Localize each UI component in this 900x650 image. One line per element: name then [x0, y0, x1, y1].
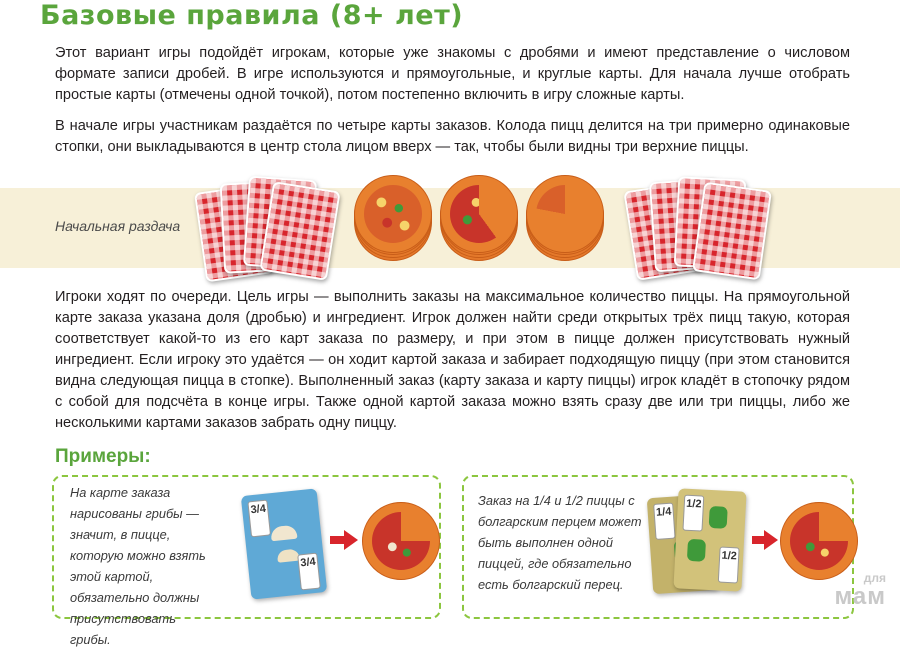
- example-2-text: Заказ на 1/4 и 1/2 пиццы с болгарским перцем может быть выполнен одной пиццей, где обязательно есть болгарский перец.: [478, 493, 642, 592]
- intro-paragraph: Этот вариант игры подойдёт игрокам, которые уже знакомы с дробями и имеют представление о числовом формате записи дробей. В игре используются и прямоугольные, и круглые карты. Для начала лучше отобрать простые карты (отмечены одной точкой), потом постепенно включить в игру сложные карты.: [55, 45, 850, 103]
- order-card-pepper: [673, 488, 746, 591]
- initial-deal-label: Начальная раздача: [55, 218, 181, 234]
- pizza-stack-2: [440, 175, 516, 259]
- pizza-icon: [440, 175, 518, 253]
- page-title: Базовые правила (8+ лет): [40, 0, 464, 31]
- pizza-card-back-icon: [259, 181, 340, 281]
- pizza-stack-3: [526, 175, 602, 259]
- order-card-mushrooms: [241, 488, 327, 599]
- pizza-icon: [362, 502, 440, 580]
- order-card-stack-left: [200, 176, 340, 276]
- fraction-label: 1/2: [682, 495, 704, 532]
- pizza-icon: [354, 175, 432, 253]
- arrow-right-icon: [764, 530, 778, 550]
- pizza-icon: [780, 502, 858, 580]
- fraction-label: 3/4: [297, 553, 321, 591]
- example-1-text: На карте заказа нарисованы грибы — значит, в пицце, которую можно взять этой картой, обязательно должны присутствовать грибы.: [70, 485, 206, 647]
- pizza-stack-1: [354, 175, 430, 259]
- setup-paragraph: В начале игры участникам раздаётся по четыре карты заказов. Колода пицц делится на три примерно одинаковые стопки, они выкладываются в центр стола лицом вверх — так, чтобы были видны три верхние пиццы.: [55, 118, 850, 155]
- pizza-icon: [526, 175, 604, 253]
- fraction-label: 1/2: [718, 547, 740, 584]
- watermark-line-2: мам: [834, 583, 886, 610]
- watermark: [834, 572, 886, 610]
- mushroom-icon: [277, 549, 300, 563]
- mushroom-icon: [270, 525, 297, 542]
- arrow-right-icon: [344, 530, 358, 550]
- fraction-label: 3/4: [247, 500, 271, 538]
- pepper-icon: [687, 539, 706, 562]
- fraction-label: 1/4: [653, 503, 675, 540]
- examples-heading: Примеры:: [55, 446, 151, 467]
- order-card-stack-right: [630, 176, 780, 276]
- pepper-icon: [709, 506, 728, 529]
- watermark-line-1: для: [863, 571, 886, 585]
- gameplay-paragraph: Игроки ходят по очереди. Цель игры — выполнить заказы на максимальное количество пиццы. На прямоугольной карте заказа указана доля (дробью) и ингредиент. Игрок должен найти среди открытых трёх пицц такую, которая соответствует какой-то из его карт заказа по размеру, и при этом в пицце должен присутствовать нужный ингредиент. Если игроку это удаётся — он ходит картой заказа и забирает подходящую пиццу (при этом становится видна следующая пицца в стопке). Выполненный заказ (карту заказа и карту пиццы) игрок кладёт в стопочку рядом с собой для подсчёта в конце игры. Также одной картой заказа можно взять сразу две или три пиццы, либо же несколькими картами заказов забрать одну пиццу.: [55, 289, 850, 431]
- pizza-card-back-icon: [692, 182, 772, 281]
